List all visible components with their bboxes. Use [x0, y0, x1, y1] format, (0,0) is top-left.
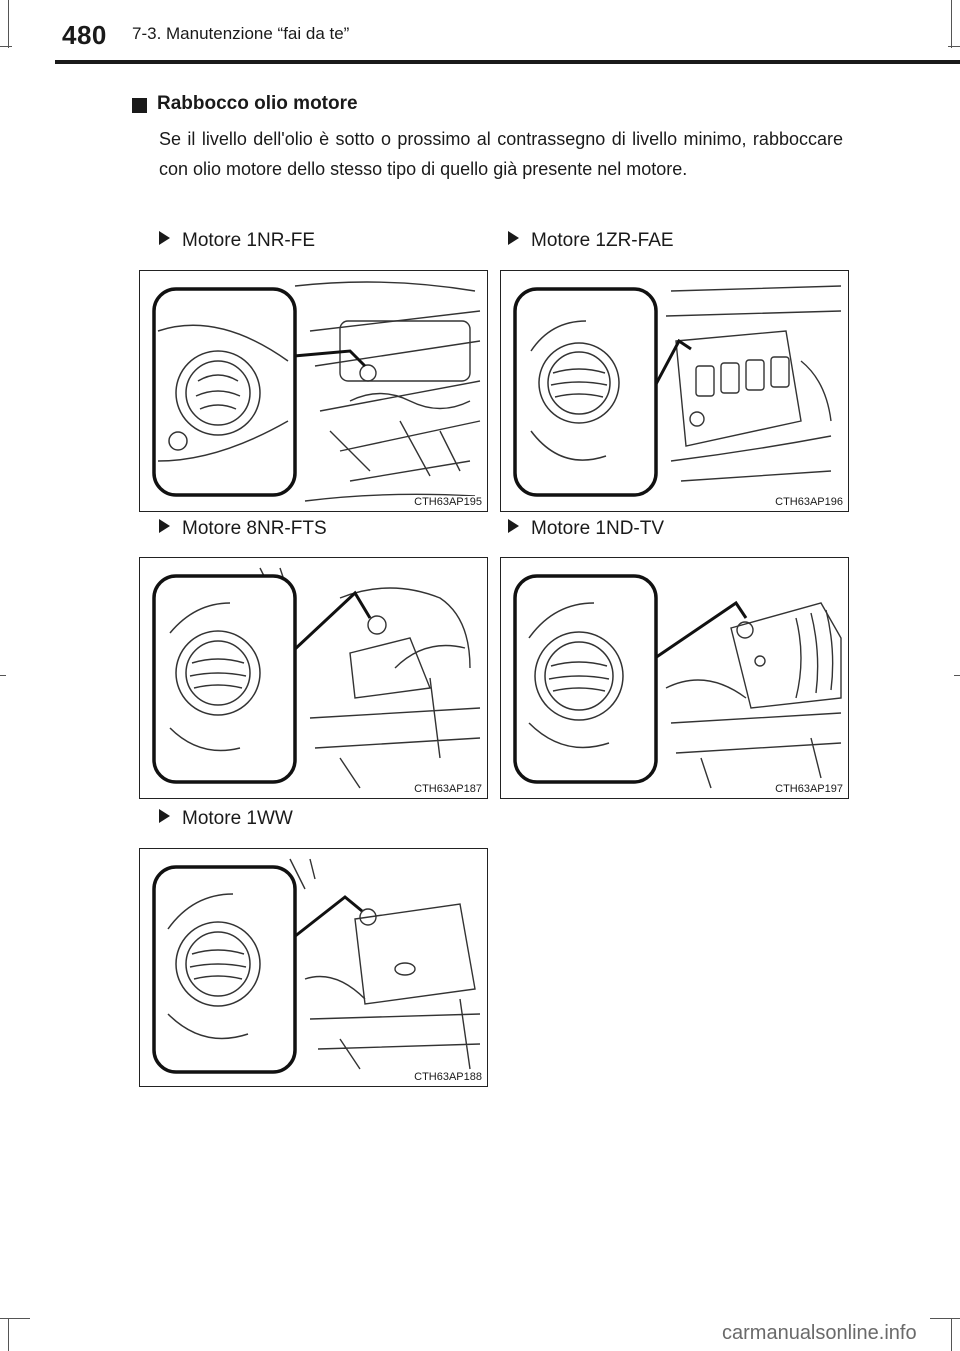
engine-figure	[139, 848, 488, 1087]
crop-mark	[951, 1318, 952, 1351]
figure-label	[159, 808, 293, 830]
crop-mark	[8, 0, 9, 48]
crop-mark	[948, 46, 960, 47]
header-rule	[55, 60, 960, 64]
arrow-bullet-icon	[508, 231, 519, 245]
figure-code: CTH63AP188	[414, 1071, 482, 1083]
chapter-title: 7-3. Manutenzione “fai da te”	[132, 24, 350, 43]
crop-mark	[0, 46, 12, 47]
crop-mark	[951, 0, 952, 48]
section-marker-icon	[132, 98, 147, 113]
arrow-bullet-icon	[159, 809, 170, 823]
figure-label-text: Motore 8NR-FTS	[182, 518, 327, 539]
figure-label	[159, 230, 315, 252]
engine-compartment-illustration	[501, 271, 848, 511]
engine-compartment-illustration	[501, 558, 848, 798]
engine-figure	[500, 270, 849, 512]
figure-code: CTH63AP196	[775, 496, 843, 508]
figure-label-text: Motore 1ND-TV	[531, 518, 665, 539]
page-number: 480	[62, 20, 107, 50]
engine-compartment-illustration	[140, 271, 487, 511]
crop-mark	[0, 675, 6, 676]
figure-code: CTH63AP187	[414, 783, 482, 795]
figure-label-text: Motore 1ZR-FAE	[531, 230, 674, 251]
watermark: carmanualsonline.info	[722, 1322, 917, 1344]
figure-label	[159, 518, 327, 540]
figure-code: CTH63AP197	[775, 783, 843, 795]
figure-label	[508, 230, 674, 252]
crop-mark	[954, 675, 960, 676]
arrow-bullet-icon	[159, 231, 170, 245]
crop-mark	[0, 1318, 30, 1319]
engine-figure	[500, 557, 849, 799]
crop-mark	[930, 1318, 960, 1319]
figure-code: CTH63AP195	[414, 496, 482, 508]
figure-label	[508, 518, 664, 540]
section-title: Rabbocco olio motore	[157, 93, 358, 114]
figure-label-text: Motore 1NR-FE	[182, 230, 316, 251]
engine-figure	[139, 270, 488, 512]
arrow-bullet-icon	[159, 519, 170, 533]
figure-label-text: Motore 1WW	[182, 808, 293, 829]
section-body: Se il livello dell'olio è sotto o prossimo al contrassegno di livello minimo, rabboccare con olio motore dello stesso tipo di quello già presente nel motore.	[159, 129, 843, 179]
arrow-bullet-icon	[508, 519, 519, 533]
crop-mark	[8, 1318, 9, 1351]
engine-compartment-illustration	[140, 849, 487, 1086]
engine-figure	[139, 557, 488, 799]
engine-compartment-illustration	[140, 558, 487, 798]
